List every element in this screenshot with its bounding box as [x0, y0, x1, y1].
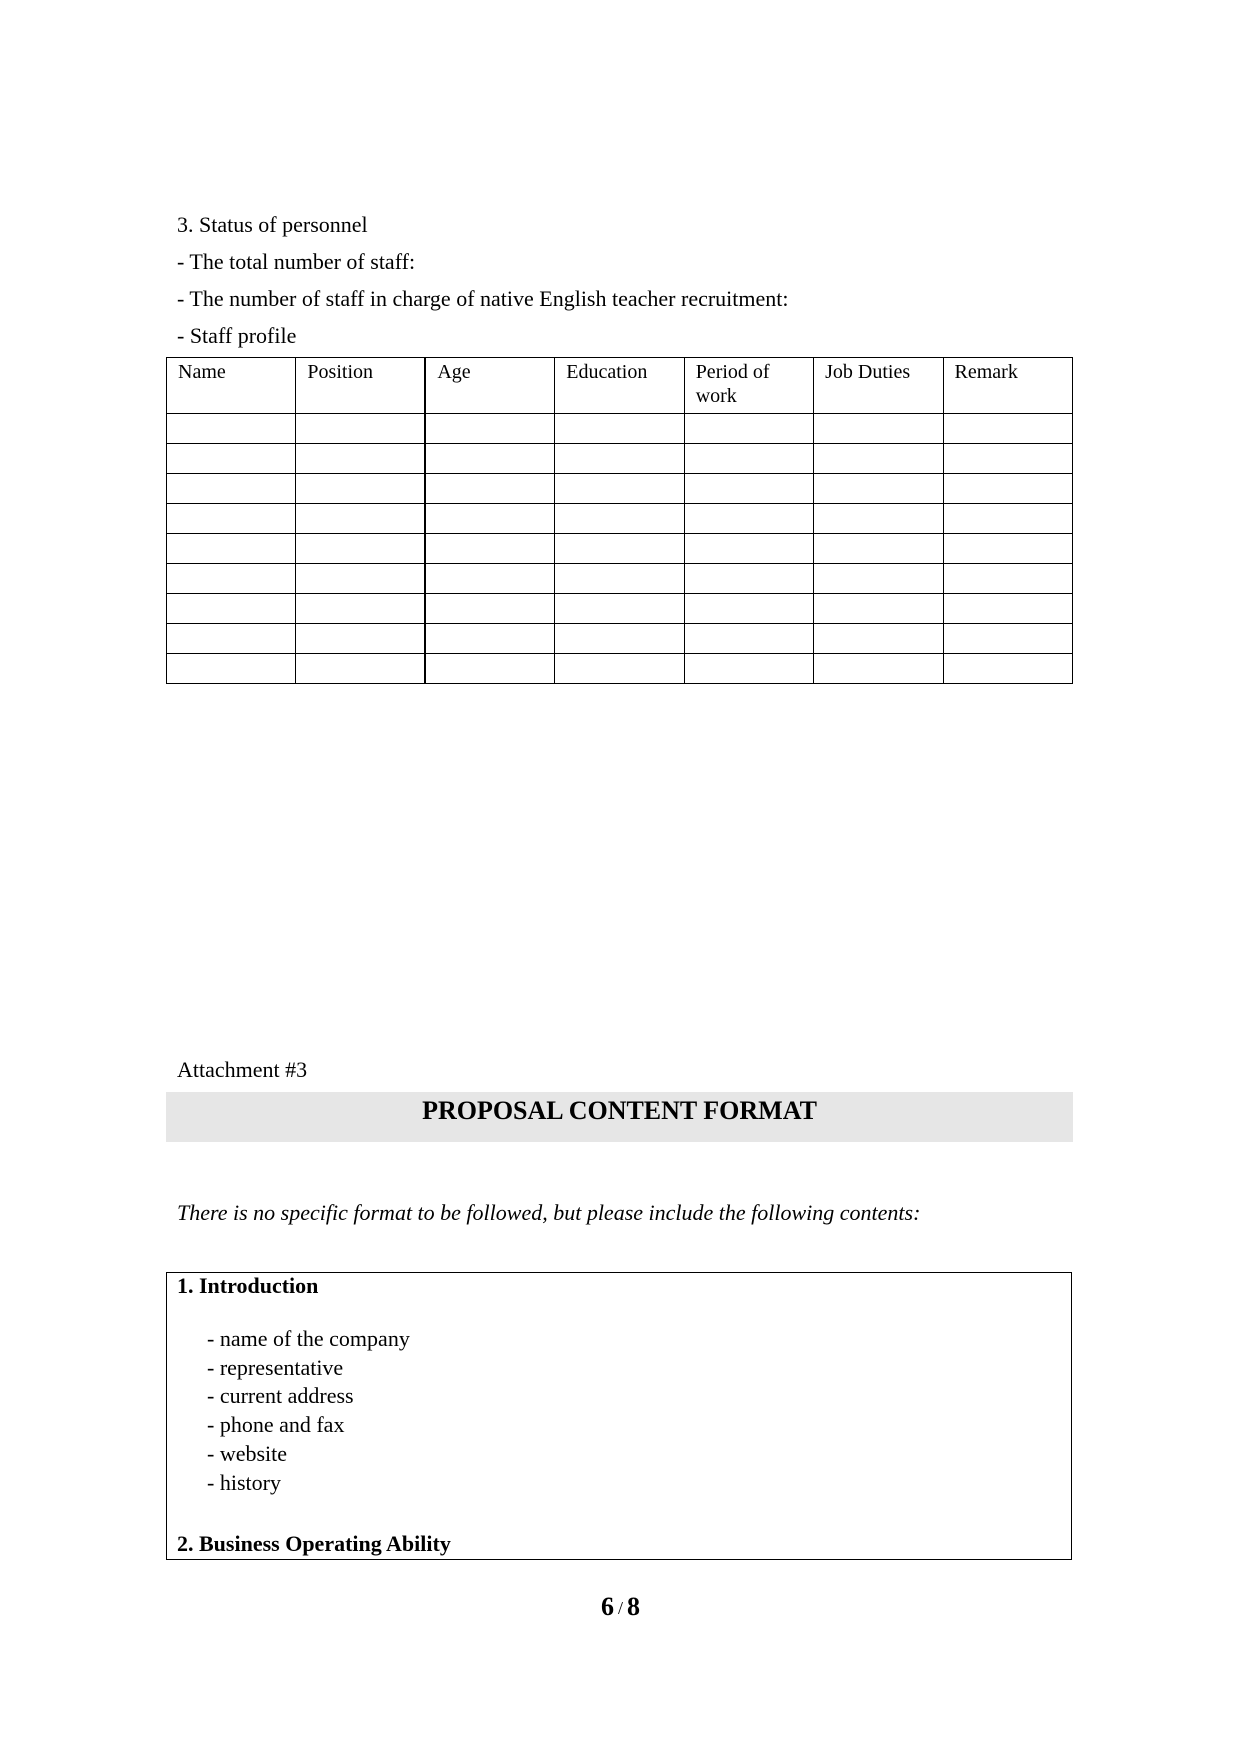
table-cell[interactable]: [167, 654, 296, 684]
table-cell[interactable]: [555, 444, 684, 474]
current-page: 6: [600, 1592, 614, 1621]
table-cell[interactable]: [814, 564, 943, 594]
table-cell[interactable]: [425, 594, 554, 624]
table-cell[interactable]: [167, 414, 296, 444]
table-cell[interactable]: [814, 594, 943, 624]
section-introduction-title: 1. Introduction: [177, 1273, 319, 1298]
table-cell[interactable]: [684, 474, 813, 504]
table-row: [167, 504, 1073, 534]
page-separator: /: [617, 1598, 623, 1618]
table-cell[interactable]: [425, 474, 554, 504]
list-item: - website: [207, 1440, 288, 1466]
column-header-remark: Remark: [943, 358, 1072, 414]
attachment-label: Attachment #3: [177, 1057, 308, 1082]
list-item: - current address: [207, 1383, 354, 1409]
table-cell[interactable]: [814, 654, 943, 684]
table-cell[interactable]: [814, 534, 943, 564]
table-cell[interactable]: [555, 624, 684, 654]
table-cell[interactable]: [814, 624, 943, 654]
table-cell[interactable]: [814, 504, 943, 534]
personnel-heading: 3. Status of personnel: [177, 212, 368, 237]
column-header-period-of-work: Period of work: [684, 358, 813, 414]
table-cell[interactable]: [943, 594, 1072, 624]
total-staff-line: - The total number of staff:: [177, 249, 416, 274]
table-cell[interactable]: [684, 504, 813, 534]
table-cell[interactable]: [167, 594, 296, 624]
table-header-row: [167, 358, 1073, 414]
list-item: - phone and fax: [207, 1412, 345, 1438]
table-cell[interactable]: [296, 564, 425, 594]
table-cell[interactable]: [296, 504, 425, 534]
table-cell[interactable]: [684, 534, 813, 564]
table-cell[interactable]: [425, 414, 554, 444]
table-row: [167, 564, 1073, 594]
table-cell[interactable]: [425, 534, 554, 564]
table-cell[interactable]: [167, 504, 296, 534]
column-header-education: Education: [555, 358, 684, 414]
table-cell[interactable]: [684, 444, 813, 474]
total-pages: 8: [627, 1592, 640, 1621]
table-cell[interactable]: [167, 564, 296, 594]
table-cell[interactable]: [167, 624, 296, 654]
column-header-age: Age: [425, 358, 554, 414]
table-row: [167, 444, 1073, 474]
table-cell[interactable]: [943, 654, 1072, 684]
table-cell[interactable]: [425, 564, 554, 594]
staff-table-body: [167, 414, 1073, 684]
table-cell[interactable]: [555, 534, 684, 564]
table-cell[interactable]: [814, 414, 943, 444]
recruitment-staff-line: - The number of staff in charge of native English teacher recruitment:: [177, 286, 789, 311]
table-cell[interactable]: [296, 534, 425, 564]
page-number: [0, 1592, 1241, 1622]
table-cell[interactable]: [555, 414, 684, 444]
table-row: [167, 414, 1073, 444]
table-cell[interactable]: [814, 444, 943, 474]
proposal-title: PROPOSAL CONTENT FORMAT: [422, 1096, 817, 1125]
table-cell[interactable]: [296, 474, 425, 504]
table-cell[interactable]: [814, 474, 943, 504]
proposal-content-box: [166, 1272, 1072, 1560]
table-cell[interactable]: [684, 414, 813, 444]
table-cell[interactable]: [296, 414, 425, 444]
table-cell[interactable]: [555, 594, 684, 624]
table-cell[interactable]: [296, 444, 425, 474]
table-cell[interactable]: [943, 624, 1072, 654]
table-cell[interactable]: [684, 624, 813, 654]
list-item: - history: [207, 1469, 281, 1495]
section-business-operating-title: 2. Business Operating Ability: [177, 1531, 451, 1556]
table-cell[interactable]: [943, 504, 1072, 534]
table-cell[interactable]: [555, 654, 684, 684]
table-cell[interactable]: [684, 654, 813, 684]
list-item: - name of the company: [207, 1326, 410, 1351]
table-cell[interactable]: [943, 474, 1072, 504]
table-cell[interactable]: [943, 414, 1072, 444]
list-item: - representative: [207, 1354, 344, 1380]
table-cell[interactable]: [943, 444, 1072, 474]
table-cell[interactable]: [555, 504, 684, 534]
title-band: [166, 1092, 1073, 1142]
column-header-position: Position: [296, 358, 425, 414]
table-cell[interactable]: [684, 594, 813, 624]
staff-profile-table: [166, 357, 1073, 684]
table-cell[interactable]: [296, 594, 425, 624]
introduction-item-list: [207, 1325, 410, 1497]
table-cell[interactable]: [167, 444, 296, 474]
table-cell[interactable]: [296, 624, 425, 654]
table-cell[interactable]: [943, 564, 1072, 594]
table-cell[interactable]: [425, 444, 554, 474]
column-header-name: Name: [167, 358, 296, 414]
table-row: [167, 474, 1073, 504]
table-cell[interactable]: [684, 564, 813, 594]
table-cell[interactable]: [167, 534, 296, 564]
table-cell[interactable]: [167, 474, 296, 504]
table-row: [167, 624, 1073, 654]
table-cell[interactable]: [425, 504, 554, 534]
table-cell[interactable]: [425, 654, 554, 684]
table-cell[interactable]: [555, 564, 684, 594]
table-cell[interactable]: [296, 654, 425, 684]
column-header-job-duties: Job Duties: [814, 358, 943, 414]
table-row: [167, 594, 1073, 624]
table-cell[interactable]: [943, 534, 1072, 564]
table-row: [167, 654, 1073, 684]
table-cell[interactable]: [425, 624, 554, 654]
table-cell[interactable]: [555, 474, 684, 504]
instruction-text: There is no specific format to be followed, but please include the following contents:: [177, 1200, 921, 1225]
staff-profile-label: - Staff profile: [177, 323, 297, 348]
table-row: [167, 534, 1073, 564]
